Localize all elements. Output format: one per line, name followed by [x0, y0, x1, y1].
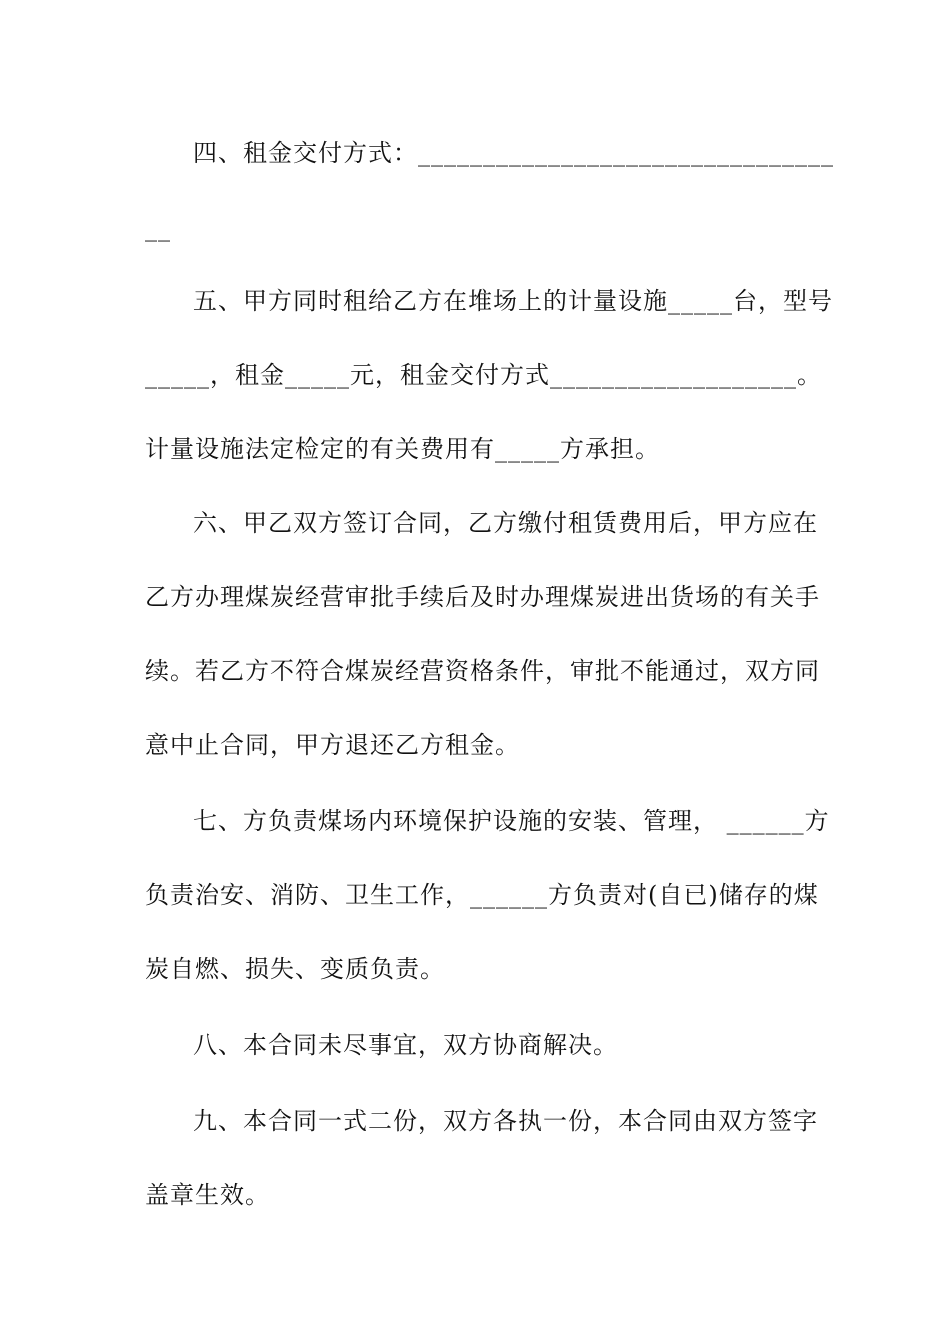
clause-7-line-1: 七、方负责煤场内环境保护设施的安装、管理， ______方 — [193, 807, 830, 835]
clause-6-line-3: 续。若乙方不符合煤炭经营资格条件，审批不能通过，双方同 — [145, 657, 820, 685]
clause-7-line-2: 负责治安、消防、卫生工作，______方负责对(自已)储存的煤 — [145, 881, 819, 909]
clause-5-line-3: 计量设施法定检定的有关费用有_____方承担。 — [145, 435, 660, 463]
clause-8-line-1: 八、本合同未尽事宜，双方协商解决。 — [193, 1031, 618, 1059]
clause-6-line-2: 乙方办理煤炭经营审批手续后及时办理煤炭进出货场的有关手 — [145, 583, 820, 611]
clause-6-line-1: 六、甲乙双方签订合同，乙方缴付租赁费用后，甲方应在 — [193, 509, 818, 537]
clause-5-line-1: 五、甲方同时租给乙方在堆场上的计量设施_____台，型号 — [193, 287, 833, 315]
clause-7-line-3: 炭自燃、损失、变质负责。 — [145, 955, 445, 983]
clause-9-line-2: 盖章生效。 — [145, 1181, 270, 1209]
clause-9-line-1: 九、本合同一式二份，双方各执一份，本合同由双方签字 — [193, 1107, 818, 1135]
clause-5-line-2: _____，租金_____元，租金交付方式___________________。 — [145, 361, 822, 389]
clause-4-line-1: 四、租金交付方式：________________________________ — [193, 139, 834, 167]
clause-6-line-4: 意中止合同，甲方退还乙方租金。 — [145, 731, 520, 759]
clause-4-line-2: __ — [145, 214, 171, 242]
